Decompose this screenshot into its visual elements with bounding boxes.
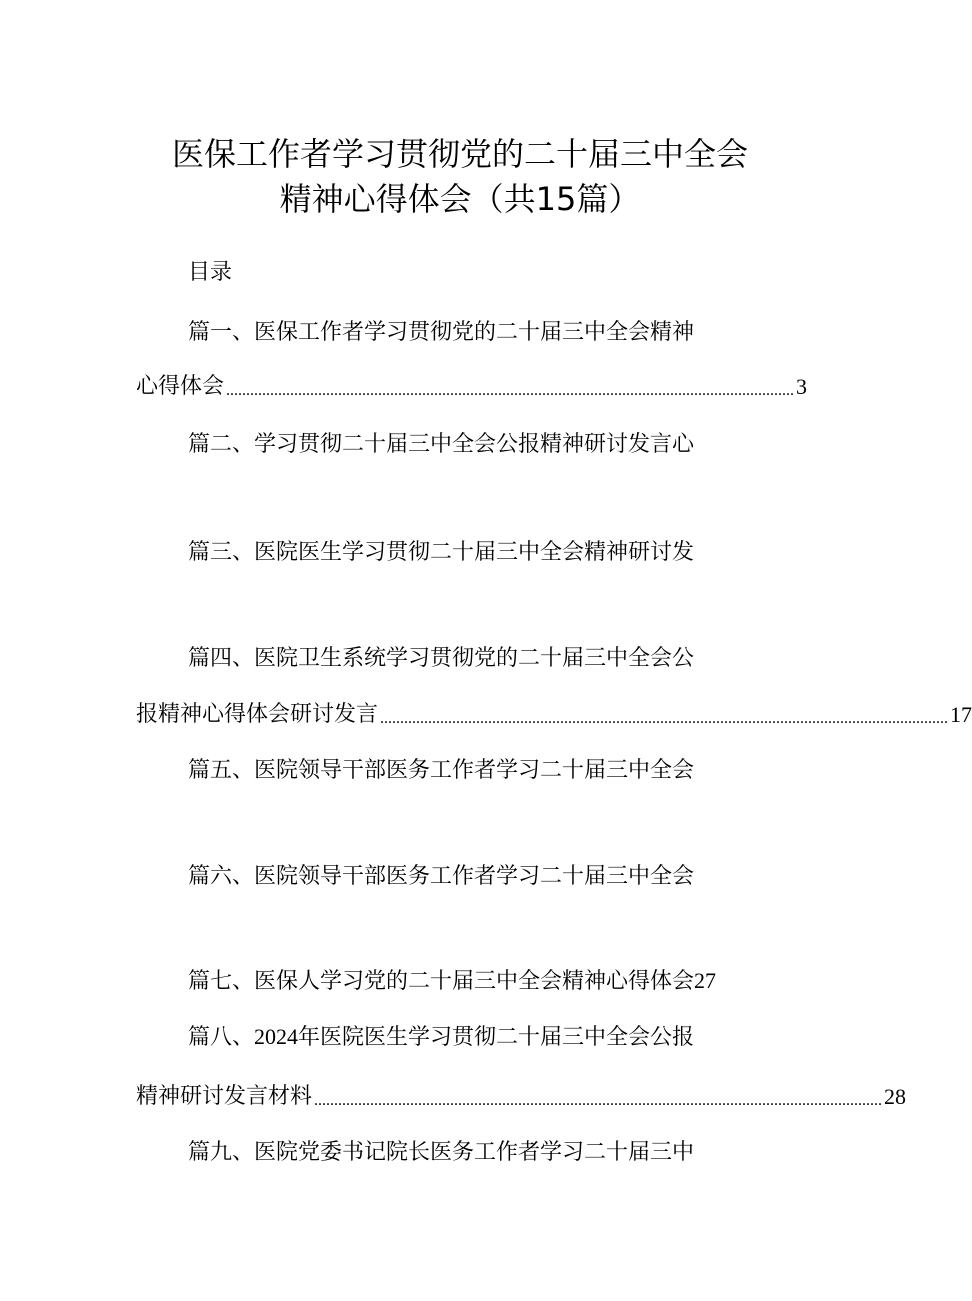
toc-entry-7-title[interactable] xyxy=(188,966,716,996)
toc-entry-5-title[interactable]: 篇五、医院领导干部医务工作者学习二十届三中全会 xyxy=(188,758,695,783)
toc-entry-8-rest: 年医院医生学习贯彻二十届三中全会公报 xyxy=(298,1025,695,1050)
toc-entry-4-title[interactable]: 篇四、医院卫生系统学习贯彻党的二十届三中全会公 xyxy=(188,646,695,671)
toc-entry-1-title[interactable]: 篇一、医保工作者学习贯彻党的二十届三中全会精神 xyxy=(188,320,695,345)
toc-entry-8-year: 2024 xyxy=(254,1024,299,1049)
toc-entry-9-title[interactable]: 篇九、医院党委书记院长医务工作者学习二十届三中 xyxy=(188,1140,695,1165)
toc-entry-4-continuation: 报精神心得体会研讨发言 xyxy=(136,702,379,727)
toc-entry-4-dots: .............................................................................................................................................. xyxy=(380,710,949,727)
toc-entry-4-leader[interactable] xyxy=(136,700,972,730)
toc-entry-8-page: 28 xyxy=(884,1084,907,1109)
document-title-line-2: 精神心得体会（共15篇） xyxy=(279,180,641,218)
toc-entry-6-title[interactable]: 篇六、医院领导干部医务工作者学习二十届三中全会 xyxy=(188,864,695,889)
toc-entry-1-page: 3 xyxy=(796,374,808,399)
toc-entry-1-continuation: 心得体会 xyxy=(136,374,225,399)
toc-entry-1-leader[interactable] xyxy=(136,372,808,402)
toc-entry-4-page: 17 xyxy=(950,702,972,727)
toc-entry-2-title[interactable]: 篇二、学习贯彻二十届三中全会公报精神研讨发言心 xyxy=(188,432,695,457)
toc-entry-8-dots: .............................................................................................................................................. xyxy=(314,1092,883,1109)
toc-entry-8-prefix: 篇八、 xyxy=(188,1025,255,1050)
toc-entry-8-continuation: 精神研讨发言材料 xyxy=(136,1084,313,1109)
toc-entry-3-title[interactable]: 篇三、医院医生学习贯彻二十届三中全会精神研讨发 xyxy=(188,540,695,565)
document-title-line-1: 医保工作者学习贯彻党的二十届三中全会 xyxy=(171,135,748,173)
toc-entry-8-title[interactable] xyxy=(188,1022,694,1052)
toc-entry-8-leader[interactable] xyxy=(136,1082,907,1112)
toc-entry-7-page: 27 xyxy=(694,968,717,993)
toc-entry-7-text: 篇七、医保人学习党的二十届三中全会精神心得体会 xyxy=(188,969,695,994)
toc-entry-1-dots: .............................................................................................................................................. xyxy=(226,382,795,399)
toc-heading: 目录 xyxy=(188,260,233,285)
